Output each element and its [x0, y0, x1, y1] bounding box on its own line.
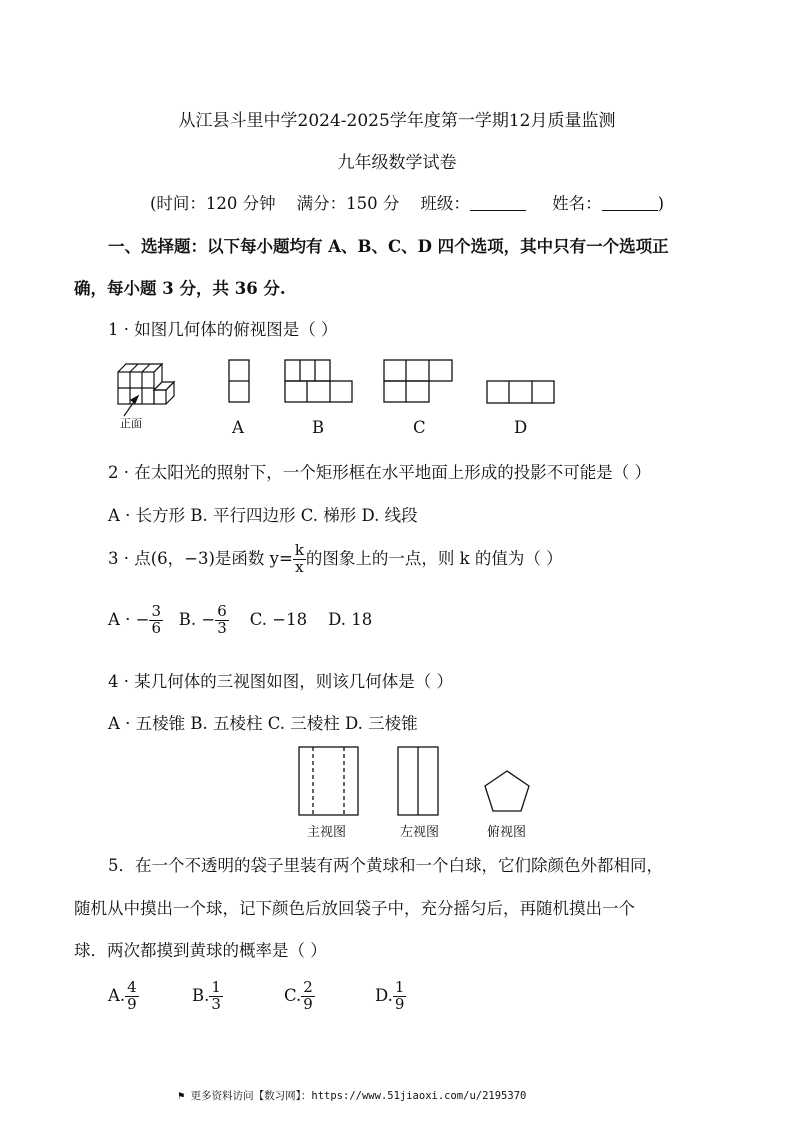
section-heading-line1: 一、选择题：以下每小题均有 A、B、C、D 四个选项，其中只有一个选项正 [108, 237, 669, 256]
q1-solid-figure [118, 364, 174, 416]
q4-top-view [485, 771, 529, 811]
q3-option-d: D. 18 [328, 609, 373, 629]
q1-option-b-figure [285, 360, 352, 402]
q1-front-label: 正面 [120, 417, 142, 430]
q5-d-num: 1 [394, 978, 405, 996]
q3-x: x [293, 559, 306, 576]
info-close: ) [657, 194, 665, 213]
q3-option-b-fraction [215, 604, 229, 637]
q1-option-a-figure [229, 360, 249, 402]
q5-option-d [375, 980, 406, 1013]
q4-side-view [398, 747, 438, 815]
q5-b-den: 3 [211, 994, 221, 1013]
q5-b-label: B. [192, 985, 210, 1005]
q3-b-den: 3 [217, 618, 227, 637]
q5-d-label: D. [375, 985, 393, 1005]
q3-k: k [294, 541, 304, 559]
q5-d-fraction [393, 980, 407, 1013]
q1-option-c-label: C [413, 418, 426, 437]
footer [178, 1088, 526, 1103]
q3-option-a-prefix: A · − [108, 609, 150, 629]
q3-stem-post: 的图象上的一点，则 k 的值为（ ） [305, 548, 563, 568]
q4-options: A · 五棱锥 B. 五棱柱 C. 三棱柱 D. 三棱锥 [108, 714, 418, 733]
footer-link[interactable]: 更多资料访问【数习网】：https://www.51jiaoxi.com/u/2195370 [190, 1090, 527, 1102]
q1-option-b-label: B [312, 418, 325, 437]
q3-option-b-prefix: B. − [178, 609, 216, 629]
q5-option-c [284, 980, 315, 1013]
exam-subtitle: 九年级数学试卷 [337, 153, 457, 173]
class-label: 班级： [420, 194, 470, 213]
q3-a-den: 6 [151, 618, 162, 637]
q4-top-caption: 俯视图 [487, 825, 527, 840]
q3-b-num: 6 [217, 602, 227, 620]
q2-options: A · 长方形 B. 平行四边形 C. 梯形 D. 线段 [108, 506, 418, 525]
q3-a-num: 3 [151, 602, 162, 620]
q5-b-fraction [209, 980, 223, 1013]
q4-stem: 4 · 某几何体的三视图如图，则该几何体是（ ） [108, 672, 453, 691]
q5-c-fraction [301, 980, 315, 1013]
flag-icon: ⚑ [178, 1090, 185, 1102]
q5-stem-line2: 随机从中摸出一个球，记下颜色后放回袋子中，充分摇匀后，再随机摸出一个 [74, 899, 635, 918]
q5-option-a [108, 980, 139, 1013]
q5-a-fraction [125, 980, 139, 1013]
q1-option-a-label: A [232, 418, 244, 437]
q3-options [108, 604, 372, 637]
q3-function-fraction [293, 543, 306, 576]
q5-option-b [192, 980, 223, 1013]
q3-stem-pre: 3 · 点(6，−3)是函数 y= [108, 548, 293, 568]
q5-c-num: 2 [303, 978, 313, 996]
q2-stem: 2 · 在太阳光的照射下，一个矩形框在水平地面上形成的投影不可能是（ ） [108, 463, 651, 482]
q5-a-num: 4 [127, 978, 137, 996]
q4-front-caption: 主视图 [307, 825, 347, 840]
q4-front-view [299, 747, 358, 815]
q5-c-den: 9 [303, 994, 313, 1013]
q5-a-den: 9 [127, 994, 137, 1013]
exam-title: 从江县斗里中学2024-2025学年度第一学期12月质量监测 [178, 111, 616, 131]
q1-option-d-label: D [514, 418, 528, 437]
q5-a-label: A. [108, 985, 126, 1005]
q4-side-caption: 左视图 [400, 825, 440, 840]
q3-stem [108, 543, 563, 576]
q5-stem-line1: 5．在一个不透明的袋子里装有两个黄球和一个白球，它们除颜色外都相同， [108, 856, 663, 875]
time-info: (时间：120 分钟 [150, 194, 276, 213]
q5-stem-line3: 球．两次都摸到黄球的概率是（ ） [74, 941, 327, 960]
q5-d-den: 9 [394, 994, 405, 1013]
name-label: 姓名： [552, 194, 602, 213]
q5-b-num: 1 [211, 978, 221, 996]
q3-option-a-fraction [149, 604, 163, 637]
q5-c-label: C. [284, 985, 302, 1005]
section-heading-line2: 确，每小题 3 分，共 36 分. [74, 279, 286, 298]
score-info: 满分：150 分 [296, 194, 400, 213]
q3-option-c: C. −18 [249, 609, 308, 629]
q1-option-d-figure [487, 381, 554, 403]
q1-stem: 1 · 如图几何体的俯视图是（ ） [108, 320, 338, 339]
q1-option-c-figure [384, 360, 452, 402]
